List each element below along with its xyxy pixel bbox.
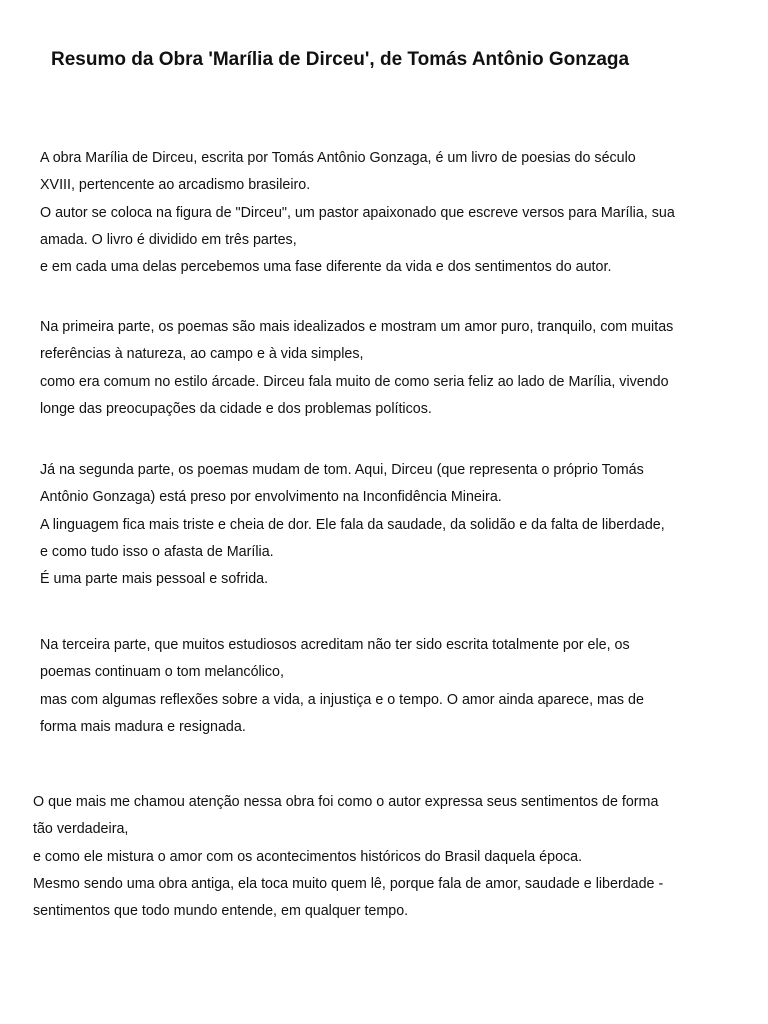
paragraph-line: referências à natureza, ao campo e à vida simples, (40, 346, 364, 363)
paragraph-line: Na primeira parte, os poemas são mais idealizados e mostram um amor puro, tranquilo, com muitas (40, 319, 674, 335)
paragraph-line: Já na segunda parte, os poemas mudam de tom. Aqui, Dirceu (que representa o próprio Tomás (40, 462, 644, 478)
paragraph-line: O autor se coloca na figura de "Dirceu", um pastor apaixonado que escreve versos para Marília, sua (40, 204, 675, 221)
paragraph-line: tão verdadeira, (33, 821, 129, 838)
paragraph-line: poemas continuam o tom melancólico, (40, 664, 284, 681)
paragraph-line: forma mais madura e resignada. (40, 718, 246, 735)
paragraph-conclusion (33, 789, 663, 925)
paragraph-line: O que mais me chamou atenção nessa obra foi como o autor expressa seus sentimentos de forma (33, 794, 659, 810)
paragraph-line: É uma parte mais pessoal e sofrida. (40, 571, 269, 588)
paragraph-line: sentimentos que todo mundo entende, em qualquer tempo. (33, 903, 409, 920)
paragraph-first-part (40, 314, 673, 423)
paragraph-line: Antônio Gonzaga) está preso por envolvimento na Inconfidência Mineira. (40, 489, 502, 506)
paragraph-third-part (40, 632, 644, 741)
paragraph-line: Na terceira parte, que muitos estudiosos acreditam não ter sido escrita totalmente por ele, os (40, 637, 630, 653)
paragraph-line: mas com algumas reflexões sobre a vida, a injustiça e o tempo. O amor ainda aparece, mas de (40, 691, 644, 708)
document-title: Resumo da Obra 'Marília de Dirceu', de Tomás Antônio Gonzaga (51, 49, 630, 70)
paragraph-second-part (40, 457, 665, 593)
paragraph-intro (40, 145, 675, 281)
paragraph-line: e como tudo isso o afasta de Marília. (40, 543, 274, 560)
paragraph-line: amada. O livro é dividido em três partes, (40, 231, 297, 248)
paragraph-line: A linguagem fica mais triste e cheia de dor. Ele fala da saudade, da solidão e da falta de liberdade, (40, 516, 665, 533)
paragraph-line: e em cada uma delas percebemos uma fase diferente da vida e dos sentimentos do autor. (40, 259, 612, 276)
paragraph-line: A obra Marília de Dirceu, escrita por Tomás Antônio Gonzaga, é um livro de poesias do século (40, 150, 636, 166)
paragraph-line: XVIII, pertencente ao arcadismo brasileiro. (40, 177, 311, 194)
paragraph-line: e como ele mistura o amor com os acontecimentos históricos do Brasil daquela época. (33, 848, 583, 865)
paragraph-line: longe das preocupações da cidade e dos problemas políticos. (40, 400, 432, 417)
paragraph-line: como era comum no estilo árcade. Dirceu fala muito de como seria feliz ao lado de Marília, vivendo (40, 373, 669, 390)
paragraph-line: Mesmo sendo uma obra antiga, ela toca muito quem lê, porque fala de amor, saudade e liberdade - (33, 875, 664, 892)
